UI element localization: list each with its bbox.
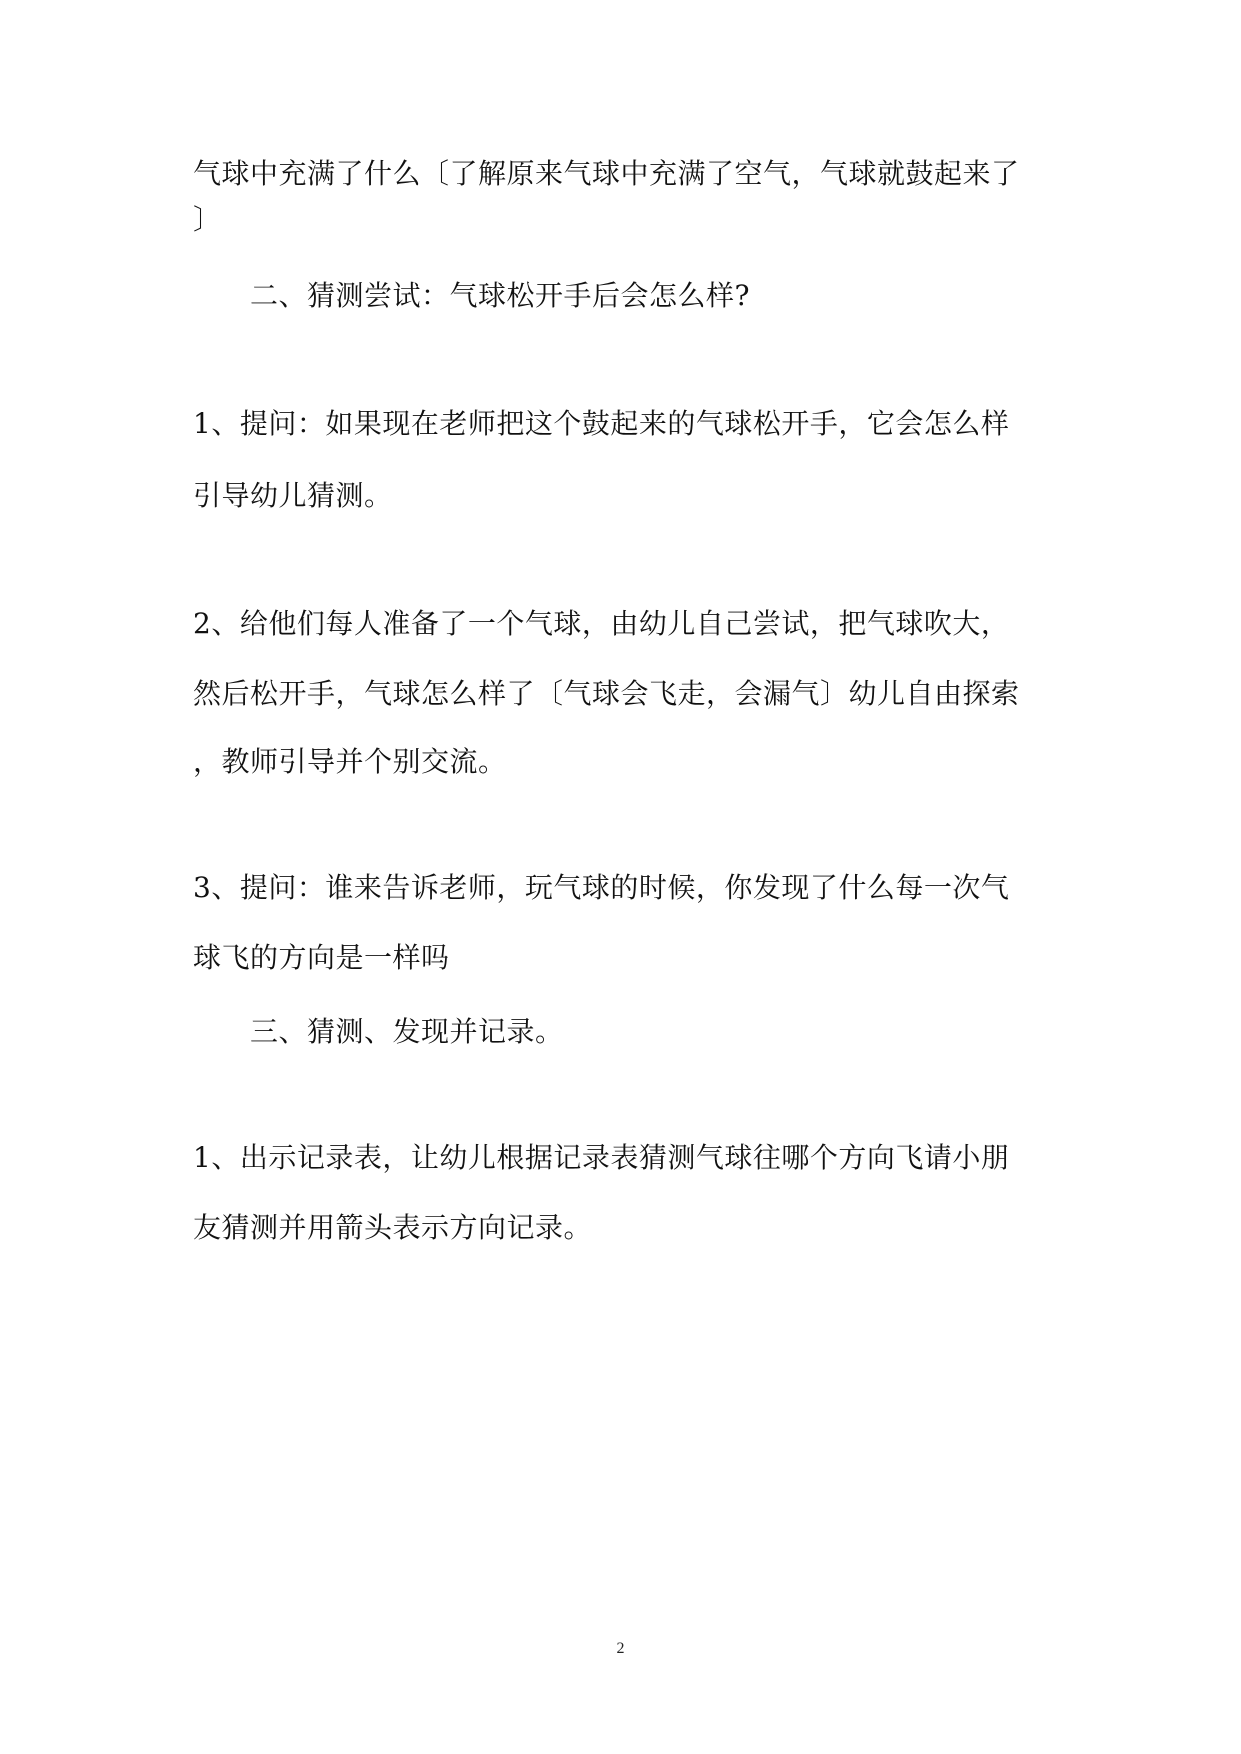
paragraph-line: ，教师引导并个别交流。: [193, 745, 507, 778]
page-number: 2: [616, 1640, 625, 1657]
paragraph-line: 〕: [193, 203, 222, 236]
paragraph-line: 1、提问：如果现在老师把这个鼓起来的气球松开手，它会怎么样: [193, 407, 1010, 440]
paragraph-line: 友猜测并用箭头表示方向记录。: [193, 1211, 593, 1244]
paragraph-line: 气球中充满了什么〔了解原来气球中充满了空气，气球就鼓起来了: [193, 157, 1020, 190]
paragraph-line: 2、给他们每人准备了一个气球，由幼儿自己尝试，把气球吹大，: [193, 607, 1010, 640]
paragraph-line: 球飞的方向是一样吗: [193, 941, 450, 974]
section-heading-3: 三、猜测、发现并记录。: [250, 1015, 564, 1048]
section-heading-2: 二、猜测尝试：气球松开手后会怎么样?: [250, 279, 751, 312]
paragraph-line: 然后松开手，气球怎么样了〔气球会飞走，会漏气〕幼儿自由探索: [193, 677, 1020, 710]
paragraph-line: 引导幼儿猜测。: [193, 479, 393, 512]
paragraph-line: 1、出示记录表，让幼儿根据记录表猜测气球往哪个方向飞请小朋: [193, 1141, 1010, 1174]
paragraph-line: 3、提问：谁来告诉老师，玩气球的时候，你发现了什么每一次气: [193, 871, 1010, 904]
